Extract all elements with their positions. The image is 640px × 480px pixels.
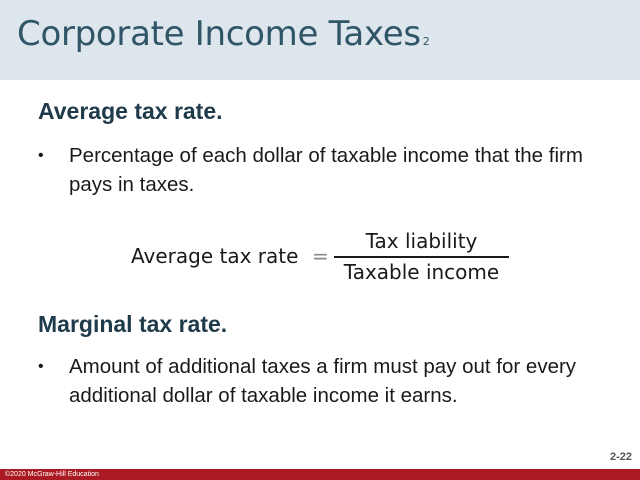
formula-lhs: Average tax rate bbox=[131, 244, 299, 268]
marginal-tax-rate-bullet bbox=[38, 352, 598, 410]
slide-title-text: Corporate Income Taxes bbox=[17, 14, 421, 54]
title-band bbox=[0, 0, 640, 80]
marginal-tax-rate-bullet-text: Amount of additional taxes a firm must pay out for every additional dollar of taxable income it earns. bbox=[69, 355, 577, 407]
slide-number: 2-22 bbox=[609, 451, 632, 463]
slide-title-suffix: 2 bbox=[422, 35, 430, 48]
average-tax-rate-bullet bbox=[38, 141, 598, 199]
formula-numerator: Tax liability bbox=[365, 229, 478, 253]
formula-denominator: Taxable income bbox=[343, 259, 500, 284]
footer-band bbox=[0, 469, 640, 480]
formula-fraction bbox=[334, 227, 509, 287]
slide-title bbox=[17, 14, 429, 54]
copyright-notice: ©2020 McGraw-Hill Education bbox=[5, 471, 99, 478]
bullet-dot-icon: • bbox=[38, 358, 44, 375]
formula-equals-sign: = bbox=[312, 244, 329, 268]
average-tax-rate-heading: Average tax rate. bbox=[38, 98, 223, 124]
average-tax-rate-bullet-text: Percentage of each dollar of taxable income that the firm pays in taxes. bbox=[69, 144, 583, 196]
bullet-dot-icon: • bbox=[38, 147, 44, 164]
marginal-tax-rate-heading: Marginal tax rate. bbox=[38, 311, 228, 337]
